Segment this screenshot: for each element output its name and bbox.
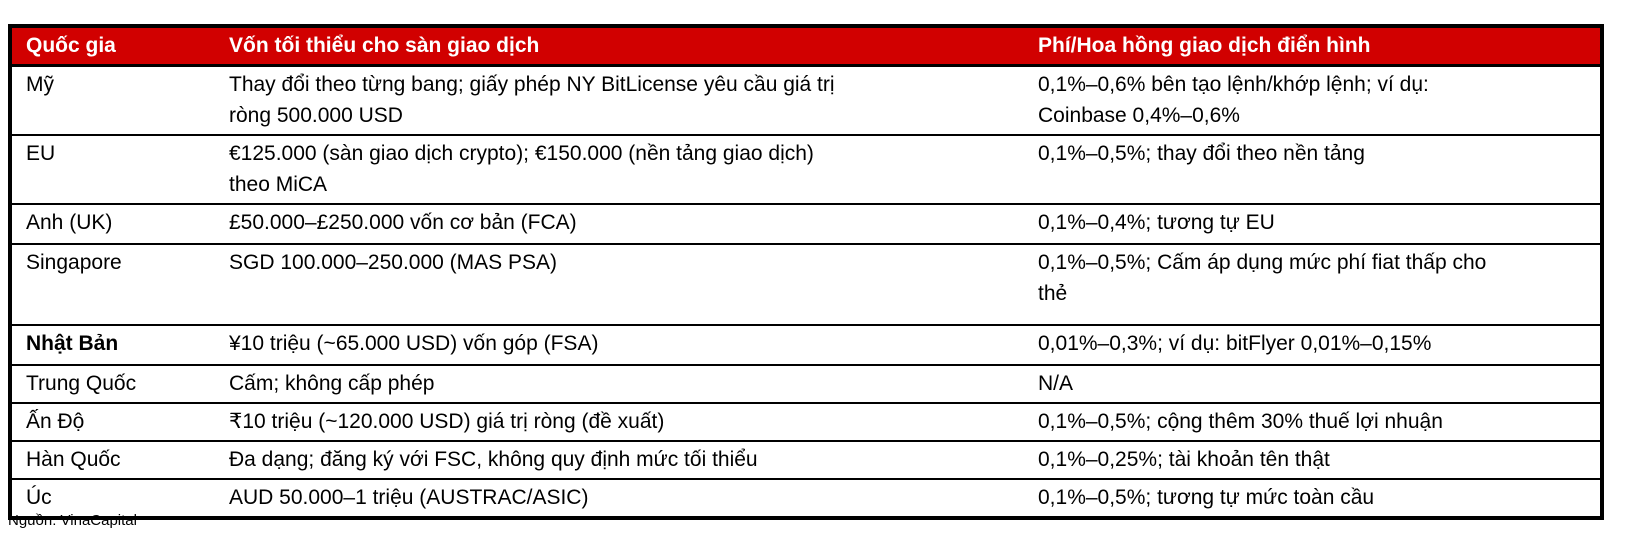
table-row (12, 325, 1600, 365)
cell-fees (1024, 441, 1600, 479)
cell-min-capital (215, 403, 1024, 441)
cell-country: Úc (12, 479, 215, 516)
table-row (12, 403, 1600, 441)
header-country: Quốc gia (12, 28, 215, 66)
cell-min-capital-line: €125.000 (sàn giao dịch crypto); €150.000 (nền tảng giao dịch) (229, 142, 814, 165)
cell-country: Mỹ (26, 73, 54, 96)
cell-min-capital (215, 244, 1024, 325)
cell-fees-line: Coinbase 0,4%–0,6% (1038, 104, 1240, 127)
cell-min-capital (215, 479, 1024, 516)
cell-fees-line: 0,1%–0,4%; tương tự EU (1038, 211, 1275, 234)
cell-min-capital-line: ròng 500.000 USD (229, 104, 403, 127)
cell-fees-line: thẻ (1038, 282, 1068, 305)
cell-fees (1024, 135, 1600, 204)
cell-fees-line: 0,01%–0,3%; ví dụ: bitFlyer 0,01%–0,15% (1038, 332, 1432, 355)
cell-min-capital-line: theo MiCA (229, 173, 328, 196)
cell-fees-line: N/A (1038, 372, 1074, 395)
cell-country: Singapore (12, 244, 215, 325)
cell-min-capital (215, 135, 1024, 204)
cell-fees (1024, 479, 1600, 516)
cell-min-capital-line: Đa dạng; đăng ký với FSC, không quy định mức tối thiểu (229, 448, 758, 471)
table-row (12, 441, 1600, 479)
cell-min-capital-line: Thay đổi theo từng bang; giấy phép NY BitLicense yêu cầu giá trị (229, 73, 835, 96)
cell-fees-line: 0,1%–0,25%; tài khoản tên thật (1038, 448, 1330, 471)
cell-min-capital (215, 204, 1024, 244)
cell-country: Trung Quốc (12, 365, 215, 403)
cell-fees-line: 0,1%–0,5%; cộng thêm 30% thuế lợi nhuận (1038, 410, 1443, 433)
source-note: Nguồn: VinaCapital (8, 512, 137, 529)
cell-fees-line: 0,1%–0,5%; Cấm áp dụng mức phí fiat thấp cho (1038, 251, 1487, 274)
cell-min-capital-line: SGD 100.000–250.000 (MAS PSA) (229, 251, 558, 274)
cell-country: Anh (UK) (12, 204, 215, 244)
table-row (12, 66, 1600, 136)
cell-min-capital-line: Cấm; không cấp phép (229, 372, 435, 395)
table-header-row (12, 28, 1600, 66)
header-min-capital: Vốn tối thiểu cho sàn giao dịch (215, 28, 1024, 66)
cell-fees (1024, 365, 1600, 403)
cell-country: Hàn Quốc (12, 441, 215, 479)
table-row (12, 365, 1600, 403)
exchange-requirements-table (8, 24, 1604, 520)
cell-fees (1024, 325, 1600, 365)
cell-min-capital (215, 66, 1024, 136)
table-row (12, 135, 1600, 204)
table-row (12, 479, 1600, 516)
cell-min-capital-line: AUD 50.000–1 triệu (AUSTRAC/ASIC) (229, 486, 589, 509)
cell-min-capital-line: ¥10 triệu (~65.000 USD) vốn góp (FSA) (229, 332, 599, 355)
cell-min-capital-line: ₹10 triệu (~120.000 USD) giá trị ròng (đề xuất) (229, 410, 665, 433)
cell-country: Ấn Độ (12, 403, 215, 441)
cell-min-capital (215, 325, 1024, 365)
cell-min-capital-line: £50.000–£250.000 vốn cơ bản (FCA) (229, 211, 577, 234)
cell-fees-line: 0,1%–0,5%; tương tự mức toàn cầu (1038, 486, 1375, 509)
cell-country: Nhật Bản (12, 325, 215, 365)
cell-fees (1024, 66, 1600, 136)
cell-country: EU (12, 135, 215, 204)
cell-fees (1024, 403, 1600, 441)
header-fees: Phí/Hoa hồng giao dịch điển hình (1024, 28, 1600, 66)
cell-min-capital (215, 365, 1024, 403)
cell-fees-line: 0,1%–0,6% bên tạo lệnh/khớp lệnh; ví dụ: (1038, 73, 1429, 96)
cell-min-capital (215, 441, 1024, 479)
cell-fees-line: 0,1%–0,5%; thay đổi theo nền tảng (1038, 142, 1365, 165)
cell-fees (1024, 244, 1600, 325)
cell-fees (1024, 204, 1600, 244)
table-row (12, 244, 1600, 325)
table-row (12, 204, 1600, 244)
